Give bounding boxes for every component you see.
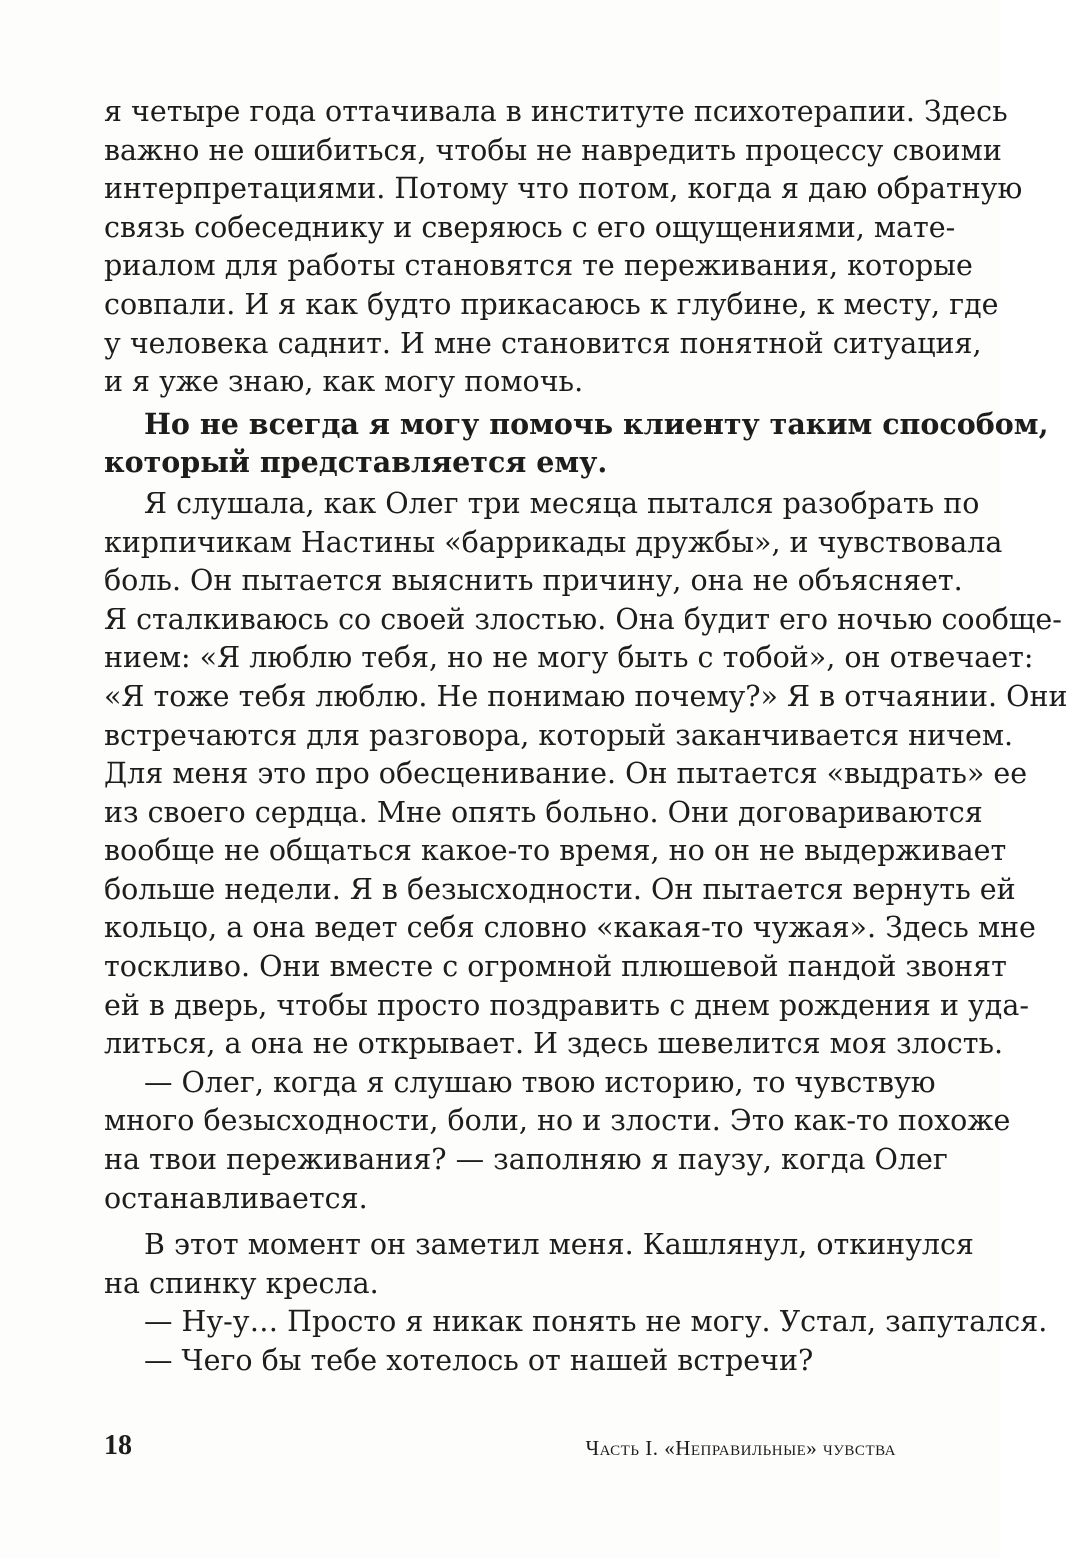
text-line: боль. Он пытается выяснить причину, она не объясняет. xyxy=(104,564,963,598)
text-line: «Я тоже тебя люблю. Не понимаю почему?» Я в отчаянии. Они xyxy=(104,679,1067,713)
running-header: Часть I. «Неправильные» чувства xyxy=(585,1436,896,1460)
text-line: тоскливо. Они вместе с огромной плюшевой пандой звонят xyxy=(104,950,1007,984)
paragraph-2 xyxy=(104,485,1067,1064)
body-text xyxy=(104,93,1067,1381)
paragraph-3 xyxy=(104,1064,1011,1218)
text-line: останавливается. xyxy=(104,1181,368,1215)
text-line: из своего сердца. Мне опять больно. Они договариваются xyxy=(104,795,983,829)
text-line: важно не ошибиться, чтобы не навредить процессу своими xyxy=(104,133,1002,167)
paragraph-5 xyxy=(104,1303,1048,1342)
text-line: Но не всегда я могу помочь клиенту таким способом, xyxy=(144,406,1049,441)
text-line: на спинку кресла. xyxy=(104,1266,379,1300)
bold-statement xyxy=(104,405,1049,482)
text-line: связь собеседнику и сверяюсь с его ощущениями, мате- xyxy=(104,210,956,244)
text-line: литься, а она не открывает. И здесь шевелится моя злость. xyxy=(104,1027,1004,1061)
paragraph-6 xyxy=(104,1342,905,1381)
text-line: встречаются для разговора, который заканчивается ничем. xyxy=(104,718,1014,752)
text-line: ей в дверь, чтобы просто поздравить с днем рождения и уда- xyxy=(104,988,1029,1022)
text-line: Я сталкиваюсь со своей злостью. Она будит его ночью сообще- xyxy=(104,602,1062,636)
page-number: 18 xyxy=(104,1430,132,1461)
text-line: — Ну-у… Просто я никак понять не могу. Устал, запутался. xyxy=(144,1305,1048,1339)
text-line: нием: «Я люблю тебя, но не могу быть с тобой», он отвечает: xyxy=(104,641,1034,675)
text-line: много безысходности, боли, но и злости. Это как-то похоже xyxy=(104,1104,1011,1138)
text-line: риалом для работы становятся те переживания, которые xyxy=(104,249,973,283)
page-footer xyxy=(104,1430,896,1460)
text-line: который представляется ему. xyxy=(104,445,608,480)
text-line: — Чего бы тебе хотелось от нашей встречи? xyxy=(144,1344,814,1377)
paragraph-1 xyxy=(104,93,1023,402)
text-line: интерпретациями. Потому что потом, когда я даю обратную xyxy=(104,172,1023,206)
text-line: В этот момент он заметил меня. Кашлянул, откинулся xyxy=(144,1228,974,1262)
paragraph-4 xyxy=(104,1226,974,1303)
text-line: больше недели. Я в безысходности. Он пытается вернуть ей xyxy=(104,872,1016,906)
text-line: у человека саднит. И мне становится понятной ситуация, xyxy=(104,326,982,360)
text-line: Для меня это про обесценивание. Он пытается «выдрать» ее xyxy=(104,757,1028,791)
text-line: вообще не общаться какое-то время, но он не выдерживает xyxy=(104,834,1007,868)
text-line: кольцо, а она ведет себя словно «какая-то чужая». Здесь мне xyxy=(104,911,1036,945)
text-line: — Олег, когда я слушаю твою историю, то чувствую xyxy=(144,1065,936,1099)
text-line: Я слушала, как Олег три месяца пытался разобрать по xyxy=(144,486,980,520)
text-line: совпали. И я как будто прикасаюсь к глубине, к месту, где xyxy=(104,287,999,321)
text-line: кирпичикам Настины «баррикады дружбы», и чувствовала xyxy=(104,525,1003,559)
text-line: и я уже знаю, как могу помочь. xyxy=(104,365,584,399)
text-line: я четыре года оттачивала в институте психотерапии. Здесь xyxy=(104,95,1008,128)
text-line: на твои переживания? — заполняю я паузу, когда Олег xyxy=(104,1143,948,1177)
